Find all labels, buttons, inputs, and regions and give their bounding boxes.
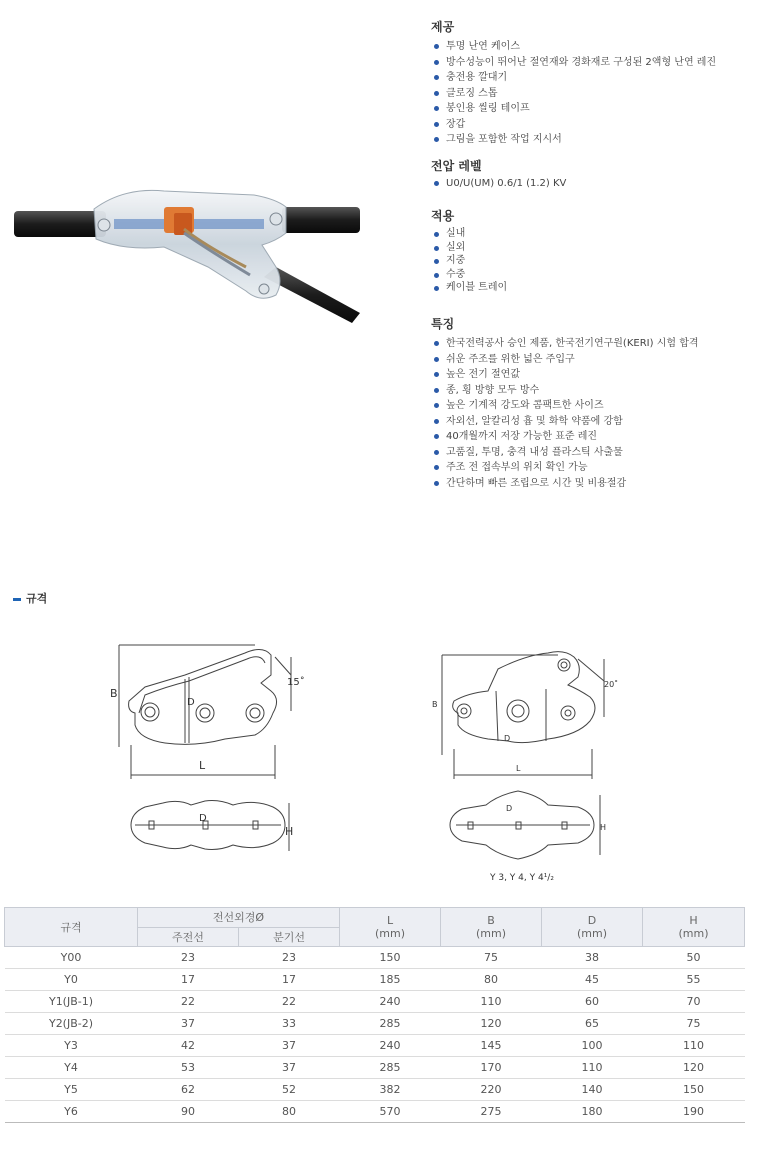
cell-b: 110 xyxy=(441,991,542,1013)
cell-b: 145 xyxy=(441,1035,542,1057)
application-item-text: 지중 xyxy=(446,255,466,266)
cell-l: 240 xyxy=(340,1035,441,1057)
cell-b: 75 xyxy=(441,947,542,969)
angle-left: 15˚ xyxy=(287,677,305,688)
features-item-text: 자외선, 알칼리성 흄 및 화학 약품에 강함 xyxy=(446,415,623,427)
supply-item xyxy=(432,55,716,71)
spec-section-label xyxy=(13,590,47,606)
table-row xyxy=(5,1101,745,1123)
header-h-unit: (mm) xyxy=(678,927,709,940)
bullet-icon xyxy=(434,403,439,408)
cell-branch: 37 xyxy=(239,1035,340,1057)
header-d-unit: (mm) xyxy=(577,927,608,940)
dim-d-left-side: D xyxy=(199,813,207,824)
spec-table-body xyxy=(5,947,745,1123)
header-d xyxy=(542,908,643,947)
cell-main: 42 xyxy=(138,1035,239,1057)
cell-h: 55 xyxy=(643,969,745,991)
cell-main: 62 xyxy=(138,1079,239,1101)
cell-d: 140 xyxy=(542,1079,643,1101)
table-row xyxy=(5,1057,745,1079)
header-h xyxy=(643,908,745,947)
supply-item xyxy=(432,39,716,55)
cell-l: 570 xyxy=(340,1101,441,1123)
cell-main: 17 xyxy=(138,969,239,991)
dim-d-right-side: D xyxy=(506,804,513,813)
features-item xyxy=(432,367,699,383)
bullet-icon xyxy=(434,372,439,377)
bullet-icon xyxy=(434,419,439,424)
header-l-unit: (mm) xyxy=(375,927,406,940)
cell-branch: 37 xyxy=(239,1057,340,1079)
dim-h-right: H xyxy=(600,823,607,832)
application-item-text: 케이블 트레이 xyxy=(446,282,508,293)
bullet-icon xyxy=(434,273,439,278)
cell-h: 75 xyxy=(643,1013,745,1035)
cell-model: Y00 xyxy=(5,947,138,969)
cell-model: Y3 xyxy=(5,1035,138,1057)
cell-b: 220 xyxy=(441,1079,542,1101)
cell-l: 285 xyxy=(340,1057,441,1079)
dim-l-left: L xyxy=(199,759,206,772)
cell-branch: 33 xyxy=(239,1013,340,1035)
bullet-icon xyxy=(434,246,439,251)
header-model: 규격 xyxy=(5,908,138,947)
product-photo xyxy=(14,185,360,337)
header-b-text: B xyxy=(487,914,495,927)
supply-item-text: 방수성능이 뛰어난 절연재와 경화재로 구성된 2액형 난연 레진 xyxy=(446,56,717,68)
features-item xyxy=(432,352,699,368)
dim-b-right: B xyxy=(432,700,438,709)
cell-d: 65 xyxy=(542,1013,643,1035)
cell-branch: 23 xyxy=(239,947,340,969)
cell-model: Y1(JB-1) xyxy=(5,991,138,1013)
features-item-text: 종, 횡 방향 모두 방수 xyxy=(446,384,540,396)
bullet-icon xyxy=(434,122,439,127)
cell-b: 120 xyxy=(441,1013,542,1035)
bullet-icon xyxy=(434,465,439,470)
dim-d-right: D xyxy=(504,734,511,743)
voltage-item xyxy=(432,176,566,192)
cell-branch: 52 xyxy=(239,1079,340,1101)
features-item xyxy=(432,429,699,445)
features-item xyxy=(432,460,699,476)
section-bar-icon xyxy=(13,598,21,601)
application-list xyxy=(432,227,507,295)
features-item xyxy=(432,445,699,461)
features-item-text: 한국전력공사 승인 제품, 한국전기연구원(KERI) 시험 합격 xyxy=(446,338,699,349)
application-item-text: 수중 xyxy=(446,268,466,280)
cell-model: Y2(JB-2) xyxy=(5,1013,138,1035)
cell-h: 70 xyxy=(643,991,745,1013)
cell-b: 80 xyxy=(441,969,542,991)
bullet-icon xyxy=(434,481,439,486)
cell-h: 50 xyxy=(643,947,745,969)
supply-item-text: 그림을 포함한 작업 지시서 xyxy=(446,134,562,145)
supply-item-text: 충전용 깔대기 xyxy=(446,72,508,83)
cell-main: 37 xyxy=(138,1013,239,1035)
application-item xyxy=(432,281,507,295)
bullet-icon xyxy=(434,232,439,237)
supply-item-text: 장갑 xyxy=(446,118,466,130)
header-d-text: D xyxy=(587,914,597,927)
cell-h: 110 xyxy=(643,1035,745,1057)
cell-l: 185 xyxy=(340,969,441,991)
features-list xyxy=(432,336,699,491)
cell-h: 120 xyxy=(643,1057,745,1079)
diagram-left xyxy=(105,635,315,880)
cell-h: 150 xyxy=(643,1079,745,1101)
cell-model: Y0 xyxy=(5,969,138,991)
features-item-text: 고품질, 투명, 충격 내성 플라스틱 사출물 xyxy=(446,446,623,458)
section-title-application: 적용 xyxy=(431,209,455,223)
diagram-right xyxy=(428,645,628,870)
cell-main: 90 xyxy=(138,1101,239,1123)
cell-model: Y4 xyxy=(5,1057,138,1079)
cell-l: 240 xyxy=(340,991,441,1013)
diagram-caption: Y 3, Y 4, Y 4¹/₂ xyxy=(490,873,554,883)
features-item xyxy=(432,414,699,430)
supply-item xyxy=(432,101,716,117)
features-item-text: 높은 전기 절연값 xyxy=(446,369,520,380)
angle-right: 20˚ xyxy=(604,680,619,689)
cell-d: 110 xyxy=(542,1057,643,1079)
table-row xyxy=(5,1079,745,1101)
dim-d-left: D xyxy=(187,697,195,708)
application-item xyxy=(432,268,507,282)
cell-main: 22 xyxy=(138,991,239,1013)
supply-item xyxy=(432,86,716,102)
table-row xyxy=(5,1035,745,1057)
bullet-icon xyxy=(434,60,439,65)
bullet-icon xyxy=(434,388,439,393)
header-l-text: L xyxy=(386,914,394,927)
cell-d: 100 xyxy=(542,1035,643,1057)
cell-d: 60 xyxy=(542,991,643,1013)
header-b xyxy=(441,908,542,947)
bullet-icon xyxy=(434,44,439,49)
table-row xyxy=(5,1013,745,1035)
supply-list xyxy=(432,39,716,148)
table-row xyxy=(5,947,745,969)
features-item-text: 주조 전 접속부의 위치 확인 가능 xyxy=(446,462,588,473)
cell-l: 150 xyxy=(340,947,441,969)
bullet-icon xyxy=(434,341,439,346)
table-row xyxy=(5,991,745,1013)
section-title-voltage: 전압 레벨 xyxy=(431,159,482,173)
bullet-icon xyxy=(434,286,439,291)
cell-model: Y5 xyxy=(5,1079,138,1101)
features-item-text: 40개월까지 저장 가능한 표준 레진 xyxy=(446,431,598,442)
features-item xyxy=(432,476,699,492)
supply-item xyxy=(432,70,716,86)
cell-b: 275 xyxy=(441,1101,542,1123)
features-item-text: 쉬운 주조를 위한 넓은 주입구 xyxy=(446,353,575,365)
supply-item-text: 투명 난연 케이스 xyxy=(446,41,520,52)
cell-branch: 80 xyxy=(239,1101,340,1123)
cell-b: 170 xyxy=(441,1057,542,1079)
application-item xyxy=(432,227,507,241)
header-h-text: H xyxy=(689,914,698,927)
bullet-icon xyxy=(434,450,439,455)
cell-l: 285 xyxy=(340,1013,441,1035)
features-item xyxy=(432,336,699,352)
dim-b-left: B xyxy=(110,687,118,700)
header-main-wire: 주전선 xyxy=(138,928,239,947)
features-item-text: 간단하며 빠른 조립으로 시간 및 비용절감 xyxy=(446,477,627,489)
bullet-icon xyxy=(434,75,439,80)
cell-branch: 17 xyxy=(239,969,340,991)
application-item xyxy=(432,254,507,268)
dim-h-left: H xyxy=(285,825,294,838)
bullet-icon xyxy=(434,259,439,264)
cell-h: 190 xyxy=(643,1101,745,1123)
cell-branch: 22 xyxy=(239,991,340,1013)
header-wire-diameter: 전선외경Ø xyxy=(138,908,340,928)
bullet-icon xyxy=(434,91,439,96)
cell-model: Y6 xyxy=(5,1101,138,1123)
header-l xyxy=(340,908,441,947)
supply-item xyxy=(432,117,716,133)
features-item xyxy=(432,383,699,399)
section-title-features: 특징 xyxy=(431,317,455,331)
cell-main: 23 xyxy=(138,947,239,969)
supply-item-text: 클로징 스톱 xyxy=(446,87,498,99)
spec-table xyxy=(4,907,745,1123)
bullet-icon xyxy=(434,434,439,439)
bullet-icon xyxy=(434,181,439,186)
bullet-icon xyxy=(434,357,439,362)
header-b-unit: (mm) xyxy=(476,927,507,940)
cell-d: 38 xyxy=(542,947,643,969)
spec-label-text: 규격 xyxy=(26,592,48,605)
section-title-supply: 제공 xyxy=(431,20,455,34)
voltage-list xyxy=(432,176,566,192)
bullet-icon xyxy=(434,106,439,111)
application-item xyxy=(432,241,507,255)
table-row xyxy=(5,969,745,991)
cell-d: 180 xyxy=(542,1101,643,1123)
application-item-text: 실외 xyxy=(446,241,466,253)
voltage-item-text: U0/U(UM) 0.6/1 (1.2) KV xyxy=(446,178,567,189)
cell-l: 382 xyxy=(340,1079,441,1101)
supply-item-text: 봉인용 씰링 테이프 xyxy=(446,103,530,114)
features-item-text: 높은 기계적 강도와 콤팩트한 사이즈 xyxy=(446,400,604,411)
features-item xyxy=(432,398,699,414)
application-item-text: 실내 xyxy=(446,228,466,239)
cell-d: 45 xyxy=(542,969,643,991)
supply-item xyxy=(432,132,716,148)
header-branch-wire: 분기선 xyxy=(239,928,340,947)
dim-l-right: L xyxy=(516,764,521,773)
cell-main: 53 xyxy=(138,1057,239,1079)
bullet-icon xyxy=(434,137,439,142)
